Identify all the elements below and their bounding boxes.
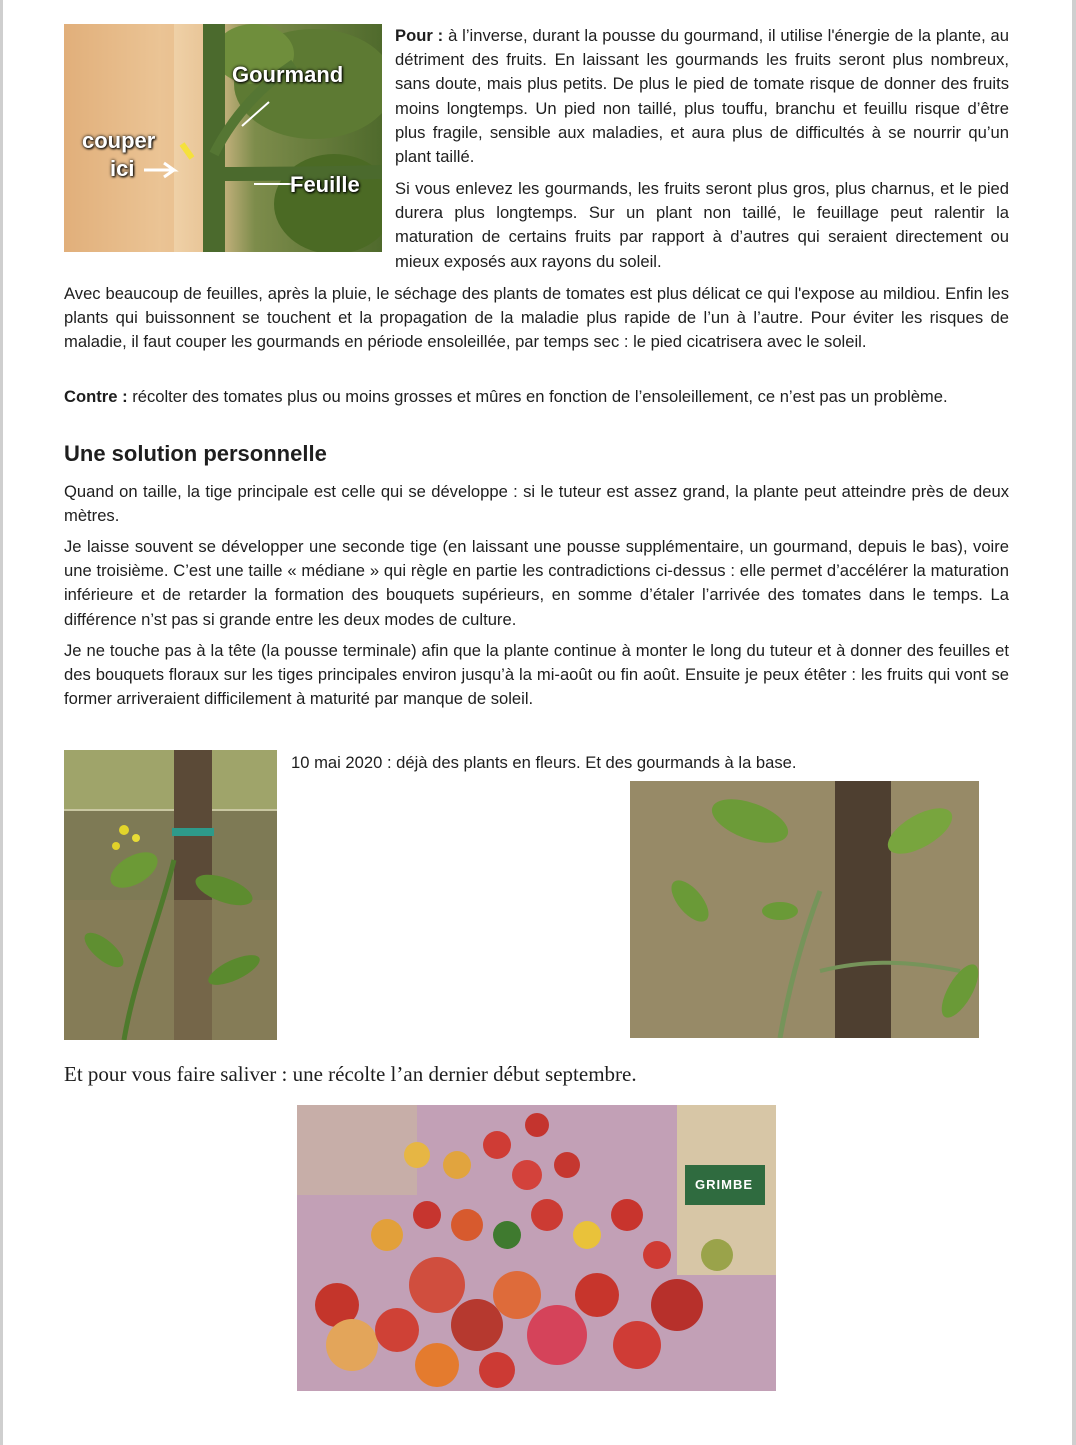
contre-label: Contre : bbox=[64, 387, 128, 406]
paragraph-taille: Quand on taille, la tige principale est celle qui se développe : si le tuteur est assez grand, la plante peut atteindre près de deux mètres. bbox=[64, 482, 1009, 526]
harvest-brand-label: GRIMBE bbox=[695, 1177, 753, 1192]
label-gourmand: Gourmand bbox=[232, 62, 344, 87]
pour-text: à l’inverse, durant la pousse du gourmand, il utilise l'énergie de la plante, au détriment des fruits. En laissant les gourmands les fruits seront plus nombreux, sans doute, mais plus petits. De plus le pied de tomate risque de donner des fruits moins longtemps. Un pied non taillé, plus touffu, branchu et feuillu risque d’être plus fragile, sensible aux maladies, et aura plus de difficultés à se nourrir qu’un plant taillé. bbox=[395, 26, 1010, 167]
text-saliver: Et pour vous faire saliver : une récolte l’an dernier début septembre. bbox=[64, 1062, 637, 1086]
caption-mai-2020: 10 mai 2020 : déjà des plants en fleurs. Et des gourmands à la base. bbox=[291, 753, 797, 772]
paragraph-feuilles: Avec beaucoup de feuilles, après la pluie, le séchage des plants de tomates est plus délicat ce qui l'expose au mildiou. Enfin les plants qui buissonnent se touchent et la propagation de la maladie plus rapide de l’un à l’autre. Pour éviter les risques de maladie, il faut couper les gourmands en période ensoleillée, par temps sec : le pied cicatrisera avec le soleil. bbox=[64, 284, 1009, 352]
paragraph-enlever: Si vous enlevez les gourmands, les fruits seront plus gros, plus charnus, et le pied durera plus longtemps. Sur un plant non taillé, le feuillage peut ralentir la maturation de certains fruits par rapport à d’autres qui seraient directement ou mieux exposés aux rayons du soleil. bbox=[395, 179, 1009, 271]
page-border-right bbox=[1072, 0, 1076, 1445]
label-feuille: Feuille bbox=[290, 172, 360, 197]
label-ici: ici bbox=[110, 156, 135, 181]
paragraph-tete: Je ne touche pas à la tête (la pousse terminale) afin que la plante continue à monter le long du tuteur et à donner des feuilles et des bouquets floraux sur les tiges principales environ jusqu’à la mi-août ou fin août. Ensuite je peux étêter : les fruits qui vont se former arriveraient difficilement à maturité par manque de soleil. bbox=[64, 641, 1009, 709]
harvest-photo bbox=[297, 1105, 776, 1391]
section-heading: Une solution personnelle bbox=[64, 441, 327, 466]
gourmands-base-photo bbox=[630, 781, 979, 1038]
tomato-plants-photo bbox=[64, 750, 277, 1040]
paragraph-pour bbox=[395, 24, 1009, 169]
pour-label: Pour : bbox=[395, 26, 444, 45]
paragraph-contre bbox=[64, 385, 1009, 409]
contre-text: récolter des tomates plus ou moins grosses et mûres en fonction de l’ensoleillement, ce n’est pas un problème. bbox=[127, 387, 948, 406]
label-couper: couper bbox=[82, 128, 156, 153]
paragraph-seconde: Je laisse souvent se développer une seconde tige (en laissant une pousse supplémentaire, un gourmand, depuis le bas), voire une troisième. C’est une taille « médiane » qui règle en partie les contradictions ci-dessus : elle permet d’accélérer la maturation inférieure et de retarder la formation des bouquets supérieurs, en somme d’étaler l’arrivée des tomates dans le temps. La différence n’st pas si grande entre les deux modes de culture. bbox=[64, 537, 1009, 629]
page-border-left bbox=[0, 0, 3, 1445]
pruning-diagram-photo bbox=[64, 24, 382, 252]
